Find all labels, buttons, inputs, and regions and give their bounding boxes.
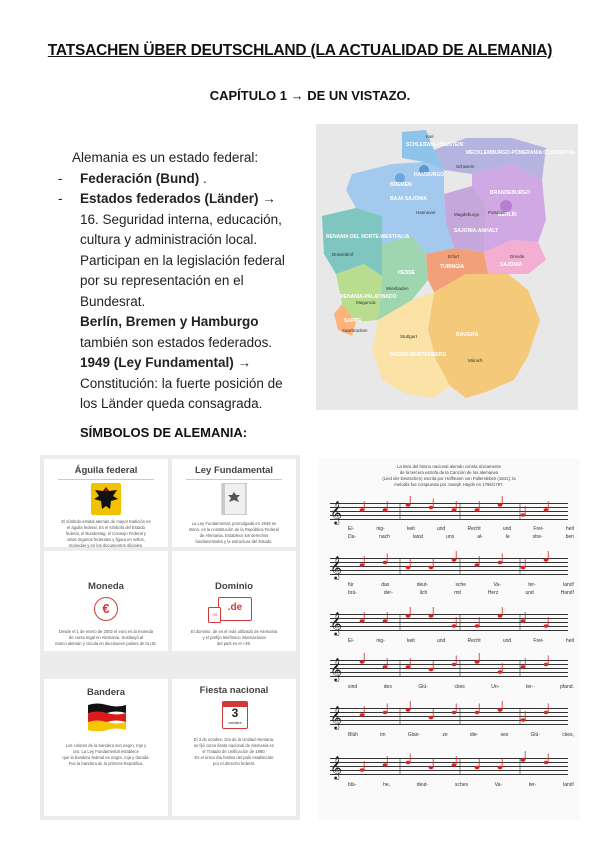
card-flag [44,679,168,816]
note-head [475,563,480,566]
note-head [383,711,388,714]
note-head [452,763,457,766]
card-law [172,459,296,547]
music-staff [330,613,568,635]
map-label: BAVIERA [456,332,479,338]
card-text: El dominio .de es el más utilizado de Alemania y el prefijo telefónico internacional del país es el +49. [190,629,278,646]
note-head [498,503,503,506]
lyric-syllable: ter- [525,684,534,690]
staff-notes [330,654,568,684]
note-head [406,614,411,617]
symbols-panel [40,455,300,820]
map-label: HAMBURGO [414,172,444,178]
lyric-syllable: sches [454,782,468,788]
states-body-line: Participan en la legislación federal [80,252,285,268]
states-body-line: Bundesrat. [80,293,146,309]
map-capital: Potsdam [488,210,506,215]
card-eagle [44,459,168,547]
note-head [429,614,434,617]
music-staff [330,557,568,579]
domain-text: .de [227,602,243,613]
note-head [360,768,365,771]
map-label: TURINGIA [440,264,465,270]
lyric-syllable: des [383,684,392,690]
staff-notes [330,608,568,638]
note-head [544,761,549,764]
federation-label: Federación (Bund) [80,170,200,186]
map-capital: Saarbrücken [342,328,368,333]
note-head [498,766,503,769]
lyric-syllable: uns [446,534,455,540]
map-label: BADEN-WURTEMBERG [390,352,447,358]
lyric-line [348,638,574,644]
music-staff [330,757,568,779]
lyric-line [348,526,574,532]
map-label: MECKLEMBURGO-POMERANIA OCCIDENTAL [466,150,576,156]
card-title: Fiesta nacional [199,685,269,696]
card-text: Los colores de la bandera son negro, rojo y oro. La Ley Fundamental establece que la bandera federal es negra, roja y dorada. Fue la bandera de la primera República. [62,743,150,766]
germany-map [316,124,578,410]
card-title: Águila federal [74,465,138,476]
map-capital: Dresde [510,254,525,259]
note-head [521,665,526,668]
music-staff [330,502,568,524]
lyric-syllable: ckes [454,684,465,690]
note-head [429,766,434,769]
map-label: BREMEN [390,182,412,188]
note-head [452,711,457,714]
note-head [521,619,526,622]
lyric-line [348,782,574,788]
note-head [406,566,411,569]
map-label: RENANIA DEL NORTE-WESTFALIA [326,234,410,240]
lyric-syllable: Recht [467,526,481,532]
card-text: El símbolo estatal alemán de mayor tradición es el águila federal. Es el símbolo del Estado federal, el Bundestag, el Consejo Federal y otros órganos federales y figura en sellos, monedas y en los documentos oficiales. [61,519,151,548]
card-text: La Ley Fundamental, promulgada en 1949 en Bonn, es la constitución de la República Federal de Alemania. Establece los derechos fundamentales y la estructura del Estado. [189,521,279,544]
lyric-syllable: Glü- [418,684,428,690]
card-text: El 3 de octubre, Día de la Unidad Alemana, se fijó como fiesta nacional de Alemania en el Tratado de Unificación de 1990. Es el único día festivo del país establecido por el derecho federal. [193,737,275,766]
lyric-syllable: Va- [494,782,503,788]
symbols-heading: SÍMBOLOS DE ALEMANIA: [80,425,248,440]
lyric-line [348,684,574,690]
lyric-syllable: brü- [348,590,357,596]
note-head [360,660,365,663]
note-head [544,558,549,561]
lyric-syllable: Recht [467,638,481,644]
staff-notes [330,497,568,527]
lyric-syllable: Frei- [533,638,544,644]
lyric-line [348,534,574,540]
note-head [544,711,549,714]
treble-clef-icon: 𝄞 [330,502,342,524]
lyric-syllable: he, [383,782,391,788]
treble-clef-icon: 𝄞 [330,707,342,729]
lyric-syllable: keit [406,638,415,644]
note-head [360,619,365,622]
law-label: 1949 (Ley Fundamental) → [80,355,252,370]
map-capital: Kiel [426,134,434,139]
lyric-syllable: nig- [376,638,385,644]
lyric-syllable: Herz [487,590,499,596]
map-label: SAJONIA-ANHALT [454,228,499,234]
note-head [498,614,503,617]
note-head [429,506,434,509]
music-staff [330,659,568,681]
lyric-syllable: al- [477,534,483,540]
lyric-syllable: im [380,732,386,738]
note-head [521,566,526,569]
note-head [383,763,388,766]
lyric-syllable: das [381,582,390,588]
note-head [452,624,457,627]
note-head [452,663,457,666]
lyric-syllable: und [502,526,512,532]
map-capital: Maguncia [356,300,376,305]
lyric-syllable: sind [348,684,358,690]
note-head [429,716,434,719]
lyric-syllable: lich [419,590,428,596]
lyric-syllable: die- [469,732,479,738]
note-head [498,670,503,673]
note-head [383,561,388,564]
page-title: TATSACHEN ÜBER DEUTSCHLAND (LA ACTUALIDAD DE ALEMANIA) [47,42,553,59]
laptop-icon [218,597,252,621]
lyric-syllable: mit [454,590,461,596]
map-label: RENANIA-PALATINADO [340,294,397,300]
lyric-syllable: pfand. [560,684,574,690]
map-capital: Erfurt [448,254,460,259]
note-head [452,558,457,561]
note-head [521,513,526,516]
lyric-syllable: deut- [416,782,429,788]
lyric-syllable: Glü- [530,732,540,738]
lyric-syllable: ses [500,732,509,738]
note-head [544,508,549,511]
lyric-syllable: Un- [491,684,500,690]
lyric-syllable: heit [565,526,574,532]
city-states-label: Berlín, Bremen y Hamburgo [80,314,259,329]
treble-clef-icon: 𝄞 [330,757,342,779]
calendar-month: octubre [228,720,242,725]
lyric-syllable: und [436,526,446,532]
card-domain [172,551,296,651]
note-head [406,503,411,506]
anthem-sheet [318,458,580,820]
lyric-syllable: Da- [348,534,357,540]
lyric-syllable: für [348,582,354,588]
lyric-syllable: Hand! [560,590,574,596]
note-head [452,508,457,511]
lyric-syllable: ckes, [562,732,574,738]
note-head [475,624,480,627]
note-head [475,766,480,769]
note-head [429,668,434,671]
note-head [360,563,365,566]
card-holiday [172,679,296,816]
lyric-syllable: der- [383,590,393,596]
lyric-syllable: nach [379,534,390,540]
map-label: BERLÍN [498,212,517,218]
calendar-icon [222,701,248,729]
note-head [383,508,388,511]
map-label: BAJA SAJONIA [390,196,428,202]
note-head [360,713,365,716]
lyric-line [348,582,574,588]
chapter-heading: CAPÍTULO 1 → DE UN VISTAZO. [209,88,411,103]
note-head [406,708,411,711]
map-capital: Magdeburgo [454,212,480,217]
map-capital: Hannover [416,210,436,215]
map-label: SCHLESWIG-HOLSTEIN [406,142,464,148]
note-head [406,665,411,668]
note-head [475,711,480,714]
lyric-syllable: Blüh [348,732,359,738]
note-head [498,708,503,711]
lyric-syllable: keit [406,526,415,532]
note-head [383,619,388,622]
note-head [475,660,480,663]
map-label: SARRE [344,318,362,324]
card-title: Dominio [215,581,253,592]
treble-clef-icon: 𝄞 [330,557,342,579]
map-capital: Düsseldorf [332,252,354,257]
law-body-line: los Länder queda consagrada. [80,396,263,411]
lyric-syllable: heit [565,638,574,644]
map-capital: Wiesbaden [386,286,409,291]
lyric-syllable: blü- [348,782,357,788]
map-label: HESSE [398,270,415,276]
note-head [429,566,434,569]
note-head [383,665,388,668]
treble-clef-icon: 𝄞 [330,659,342,681]
note-head [475,508,480,511]
lyric-line [348,590,574,596]
city-states-body: también son estados federados. [80,334,273,350]
note-head [498,561,503,564]
card-title: Moneda [88,581,124,592]
lyric-syllable: und [436,638,446,644]
lyric-syllable: Frei- [533,526,544,532]
state-renania-norte [322,208,382,276]
lyric-syllable: ben [565,534,574,540]
lyric-syllable: und [502,638,512,644]
lyric-syllable: Glan- [407,732,421,738]
constitution-book-icon [220,483,248,515]
eagle-icon [91,483,121,515]
states-body-line: 16. Seguridad interna, educación, [80,211,282,227]
lyric-syllable: ze [442,732,448,738]
states-body-line: por su representación en el [80,273,244,288]
lyric-syllable: stre- [532,534,543,540]
map-label: SAJONIA [500,262,523,268]
note-head [521,758,526,761]
euro-icon: € [94,597,118,621]
lyric-line [348,732,574,738]
note-head [360,508,365,511]
lyric-syllable: deut- [416,582,429,588]
intro-item-federation: - Federación (Bund) . [58,170,207,186]
map-capital: Múnich [468,358,483,363]
lyric-syllable: land! [563,782,574,788]
note-head [544,624,549,627]
lyric-syllable: lasst [412,534,424,540]
lyric-syllable: le [505,534,510,540]
anthem-intro: La letra del himno nacional alemán consta únicamente de la tercera estrofa de la Canción de los alemanes (Lied der Deutschen) escrita por Hoffmann von Fallersleben (1841); la melodía fue compuesta por Joseph Haydn en 1796/1797. [382,464,516,487]
lyric-syllable: land! [563,582,574,588]
calendar-day: 3 [231,706,239,720]
lyric-syllable: Ei- [348,638,355,644]
lyric-syllable: ter- [528,582,536,588]
staff-notes [330,752,568,782]
lyric-syllable: und [525,590,534,596]
music-staff [330,707,568,729]
intro-item-states: - Estados federados (Länder) → [58,191,276,206]
card-title: Bandera [86,687,125,698]
german-flag-icon [88,703,126,731]
note-head [406,761,411,764]
intro-text [58,148,292,415]
card-currency [44,551,168,651]
lyric-syllable: ter- [528,782,537,788]
map-capital: Schwerin [456,164,475,169]
states-body-line: cultura y administración local. [80,232,258,247]
card-text: Desde el 1 de enero de 2002 el euro es la moneda de curso legal en Alemania. Sustituyó al marco alemán y circula en diecinueve países de la UE. [55,629,157,646]
treble-clef-icon: 𝄞 [330,613,342,635]
staff-notes [330,702,568,732]
law-body-line: Constitución: la fuerte posición de [80,375,283,391]
lyric-syllable: Va- [493,582,501,588]
map-label: BRANDEBURGO [490,190,530,196]
card-title: Ley Fundamental [194,465,274,476]
lyric-syllable: sche [455,582,467,588]
map-capital: Stuttgart [400,334,418,339]
note-head [544,663,549,666]
note-head [521,718,526,721]
staff-notes [330,552,568,582]
germany-map-svg [316,124,578,410]
states-label: Estados federados (Länder) → [80,191,276,206]
federation-end: . [203,170,207,186]
lyric-syllable: Ei- [348,526,355,532]
lyric-syllable: nig- [376,526,385,532]
phone-icon: +49 [208,607,221,623]
intro-lead: Alemania es un estado federal: [72,150,259,165]
